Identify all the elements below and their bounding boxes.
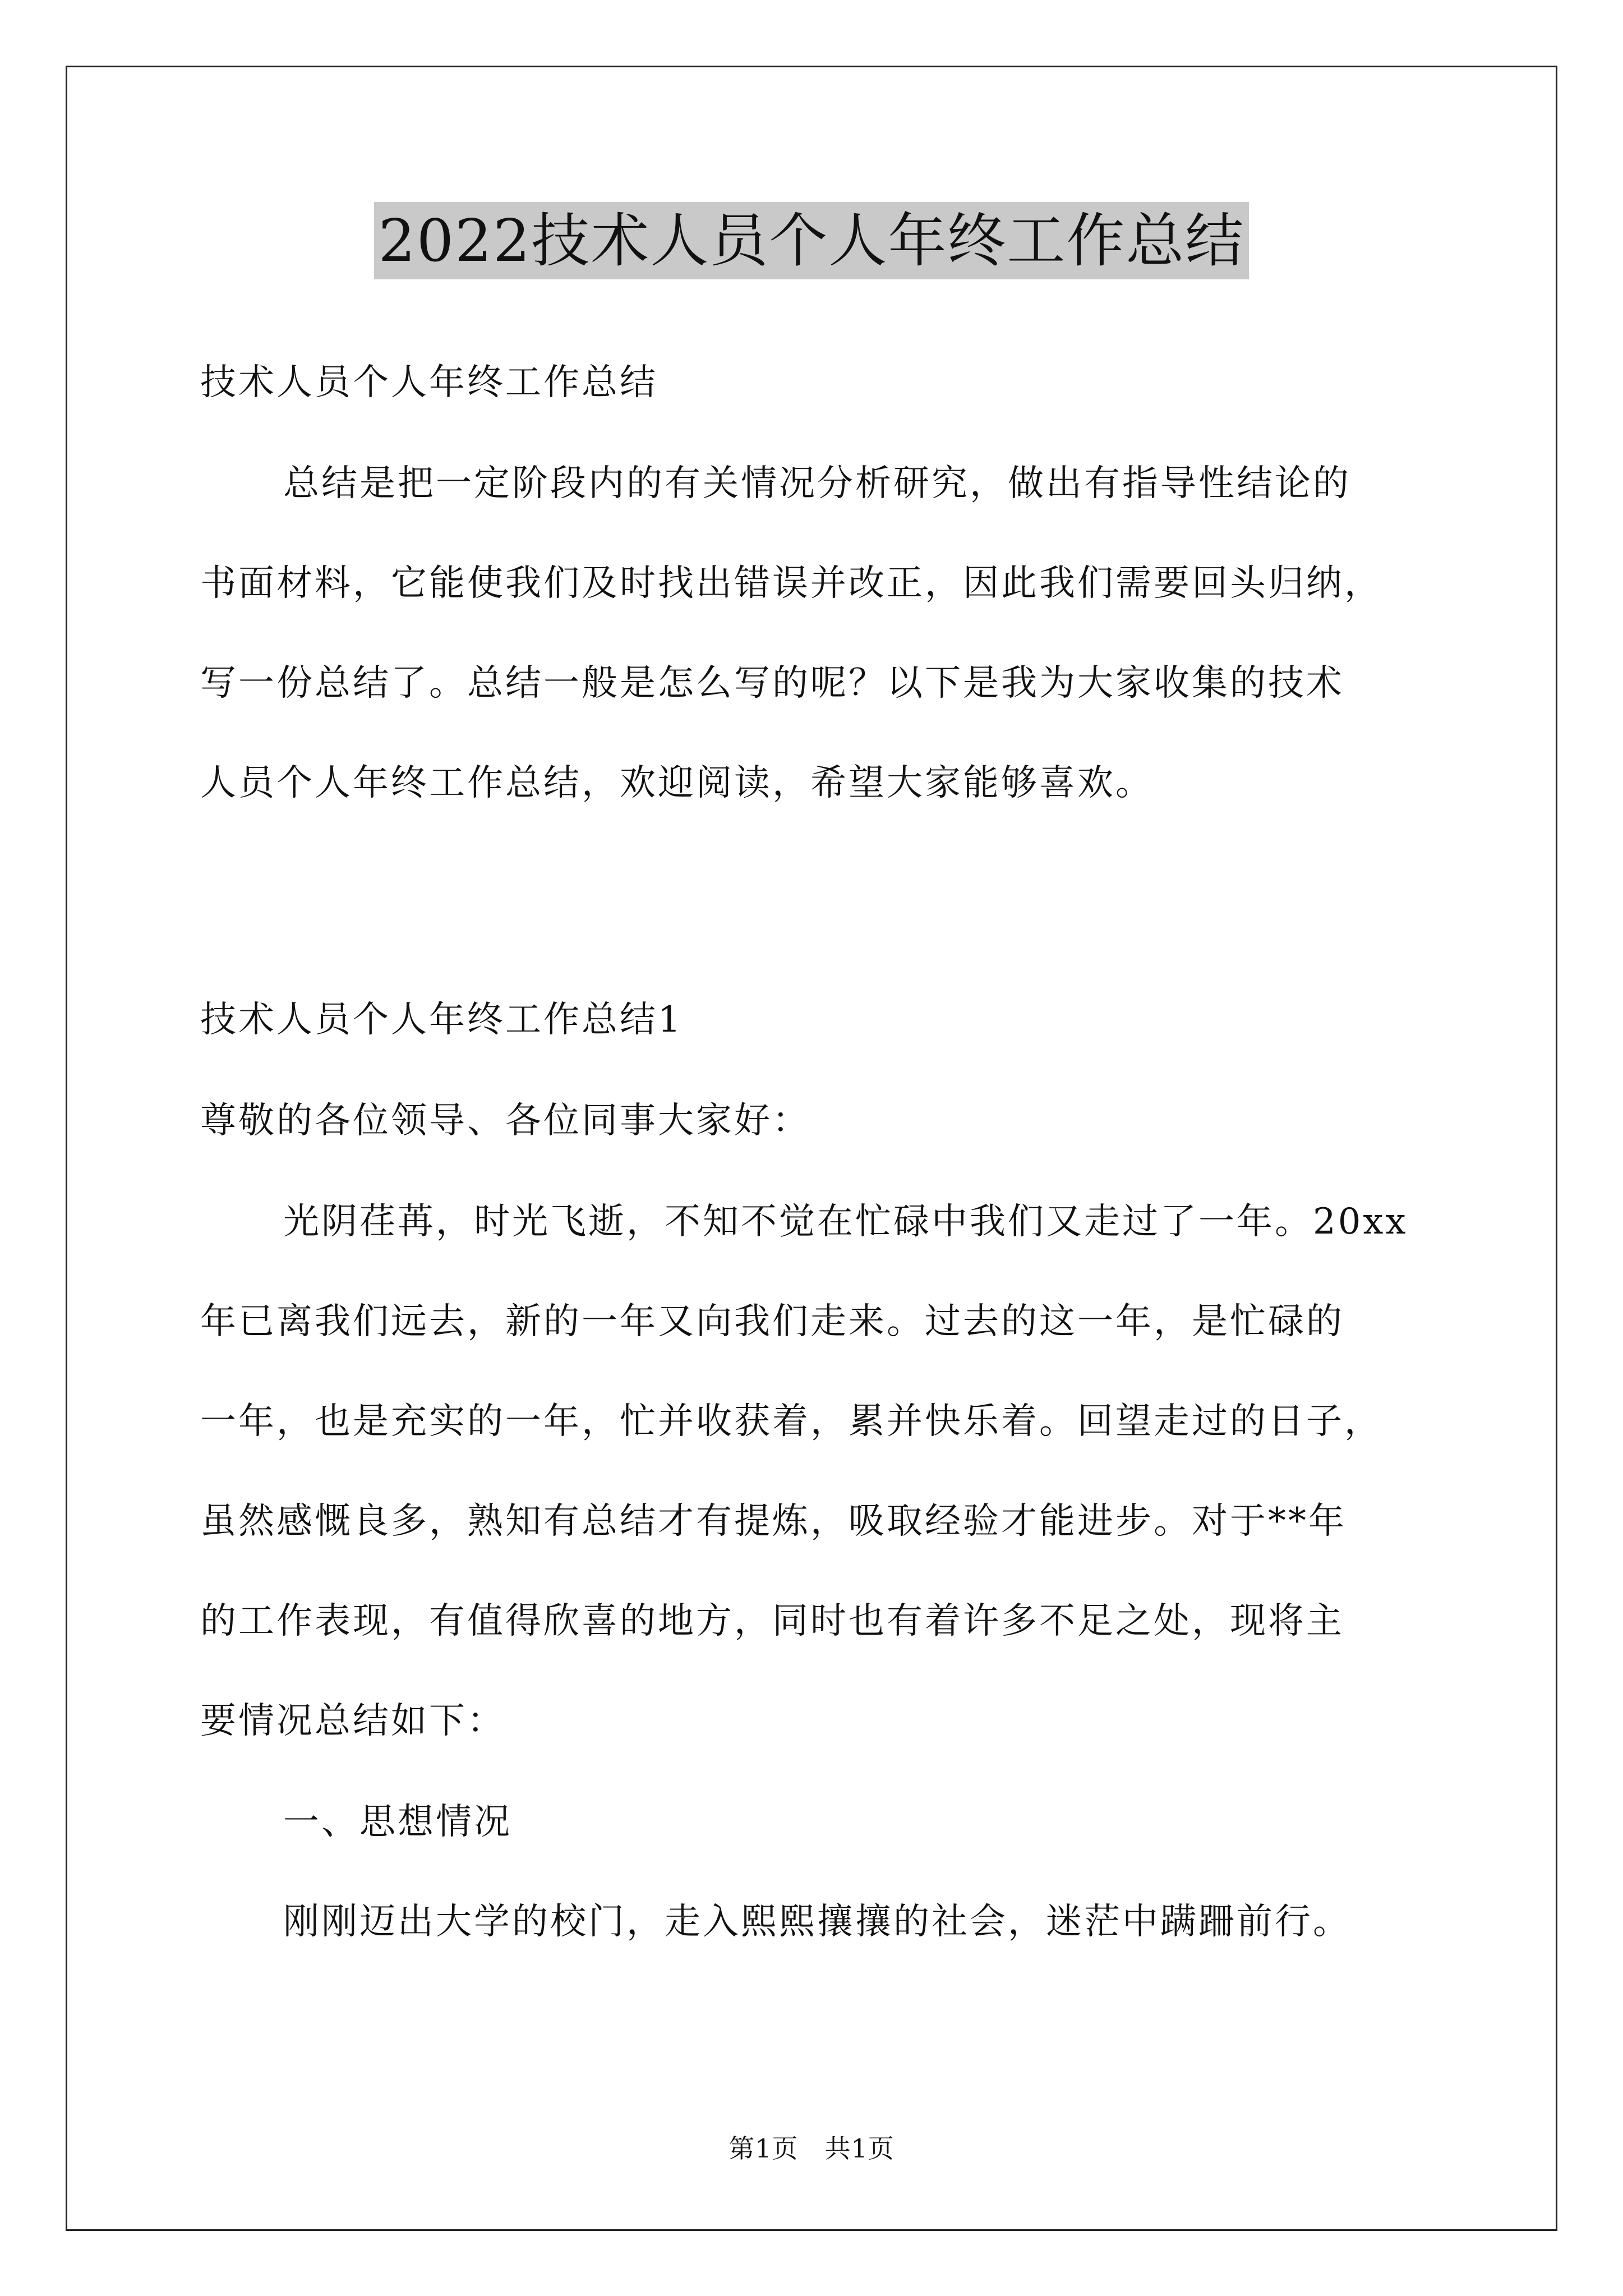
body-line: 虽然感慨良多，熟知有总结才有提炼，吸取经验才能进步。对于**年 — [200, 1501, 1347, 1542]
body-line: 要情况总结如下： — [200, 1700, 505, 1742]
subtitle: 技术人员个人年终工作总结 — [200, 362, 658, 403]
page-footer: 第1页 共1页 — [728, 2133, 895, 2164]
subsection-heading: 一、思想情况 — [283, 1801, 512, 1843]
body-line: 的工作表现，有值得欣喜的地方，同时也有着许多不足之处，现将主 — [200, 1600, 1344, 1642]
body-line: 光阴荏苒，时光飞逝，不知不觉在忙碌中我们又走过了一年。20xx — [283, 1201, 1408, 1243]
section-heading: 技术人员个人年终工作总结1 — [200, 999, 683, 1041]
body-line: 一年，也是充实的一年，忙并收获着，累并快乐着。回望走过的日子， — [200, 1401, 1382, 1442]
intro-line: 总结是把一定阶段内的有关情况分析研究，做出有指导性结论的 — [283, 463, 1351, 504]
title-container — [0, 202, 1623, 279]
intro-line: 写一份总结了。总结一般是怎么写的呢？以下是我为大家收集的技术 — [200, 662, 1344, 704]
document-title: 2022技术人员个人年终工作总结 — [374, 202, 1249, 279]
intro-line: 书面材料，它能使我们及时找出错误并改正，因此我们需要回头归纳， — [200, 563, 1382, 604]
greeting: 尊敬的各位领导、各位同事大家好： — [200, 1100, 810, 1142]
body-line: 年已离我们远去，新的一年又向我们走来。过去的这一年，是忙碌的 — [200, 1301, 1344, 1342]
intro-line: 人员个人年终工作总结，欢迎阅读，希望大家能够喜欢。 — [200, 762, 1154, 804]
body-line: 刚刚迈出大学的校门，走入熙熙攘攘的社会，迷茫中蹒跚前行。 — [283, 1901, 1351, 1943]
